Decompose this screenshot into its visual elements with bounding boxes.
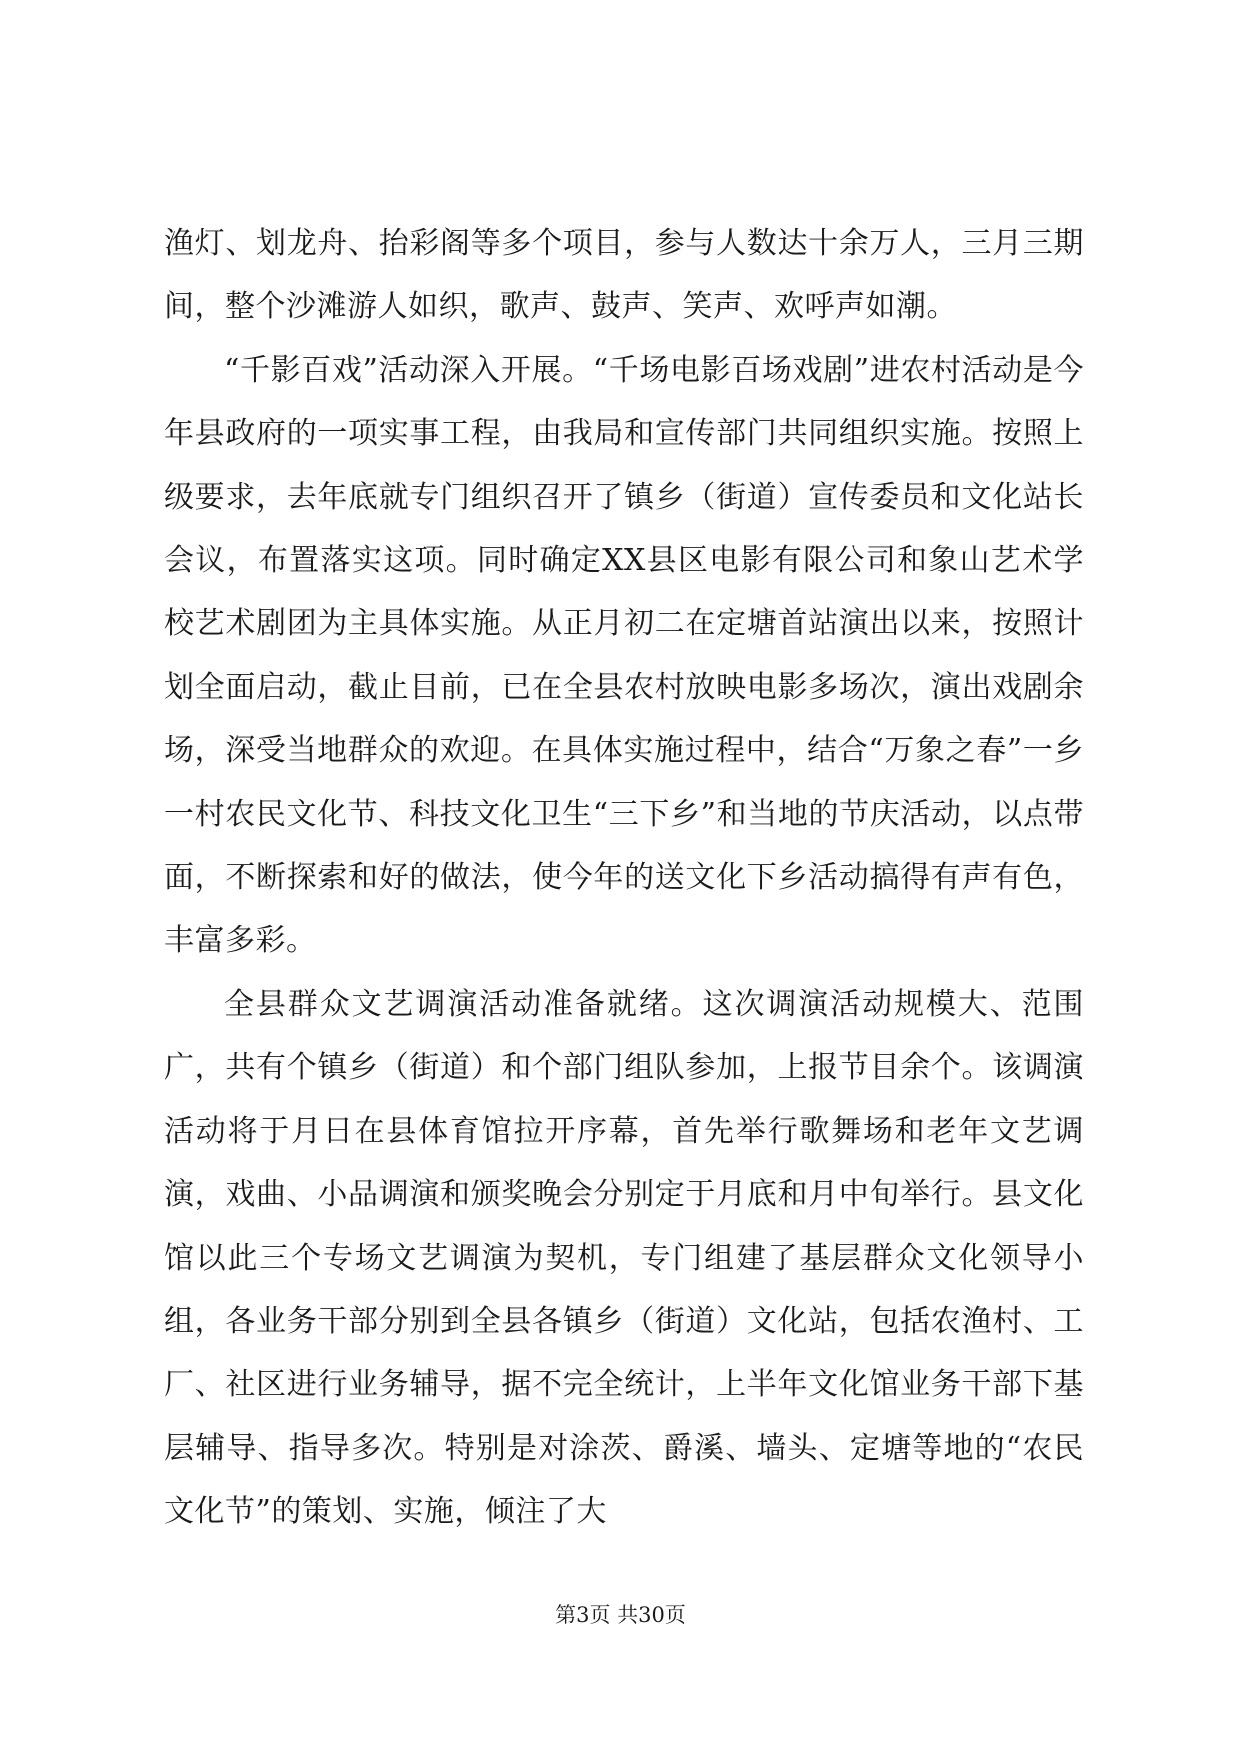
- paragraph-1: 渔灯、划龙舟、抬彩阁等多个项目，参与人数达十余万人，三月三期间，整个沙滩游人如织，歌声、鼓声、笑声、欢呼声如潮。: [164, 226, 1084, 325]
- document-body: [164, 212, 1084, 1544]
- page-number-footer: 第3页 共30页: [555, 1603, 686, 1627]
- paragraph-3: 全县群众文艺调演活动准备就绪。这次调演活动规模大、范围广，共有个镇乡（街道）和个部门组队参加，上报节目余个。该调演活动将于月日在县体育馆拉开序幕，首先举行歌舞场和老年文艺调演，戏曲、小品调演和颁奖晚会分别定于月底和月中旬举行。县文化馆以此三个专场文艺调演为契机，专门组建了基层群众文化领导小组，各业务干部分别到全县各镇乡（街道）文化站，包括农渔村、工厂、社区进行业务辅导，据不完全统计，上半年文化馆业务干部下基层辅导、指导多次。特别是对涂茨、爵溪、墙头、定塘等地的“农民文化节”的策划、实施，倾注了大: [164, 986, 1084, 1530]
- paragraph-2: “千影百戏”活动深入开展。“千场电影百场戏剧”进农村活动是今年县政府的一项实事工程，由我局和宣传部门共同组织实施。按照上级要求，去年底就专门组织召开了镇乡（街道）宣传委员和文化站长会议，布置落实这项。同时确定XX县区电影有限公司和象山艺术学校艺术剧团为主具体实施。从正月初二在定塘首站演出以来，按照计划全面启动，截止目前，已在全县农村放映电影多场次，演出戏剧余场，深受当地群众的欢迎。在具体实施过程中，结合“万象之春”一乡一村农民文化节、科技文化卫生“三下乡”和当地的节庆活动，以点带面，不断探索和好的做法，使今年的送文化下乡活动搞得有声有色，丰富多彩。: [164, 352, 1084, 959]
